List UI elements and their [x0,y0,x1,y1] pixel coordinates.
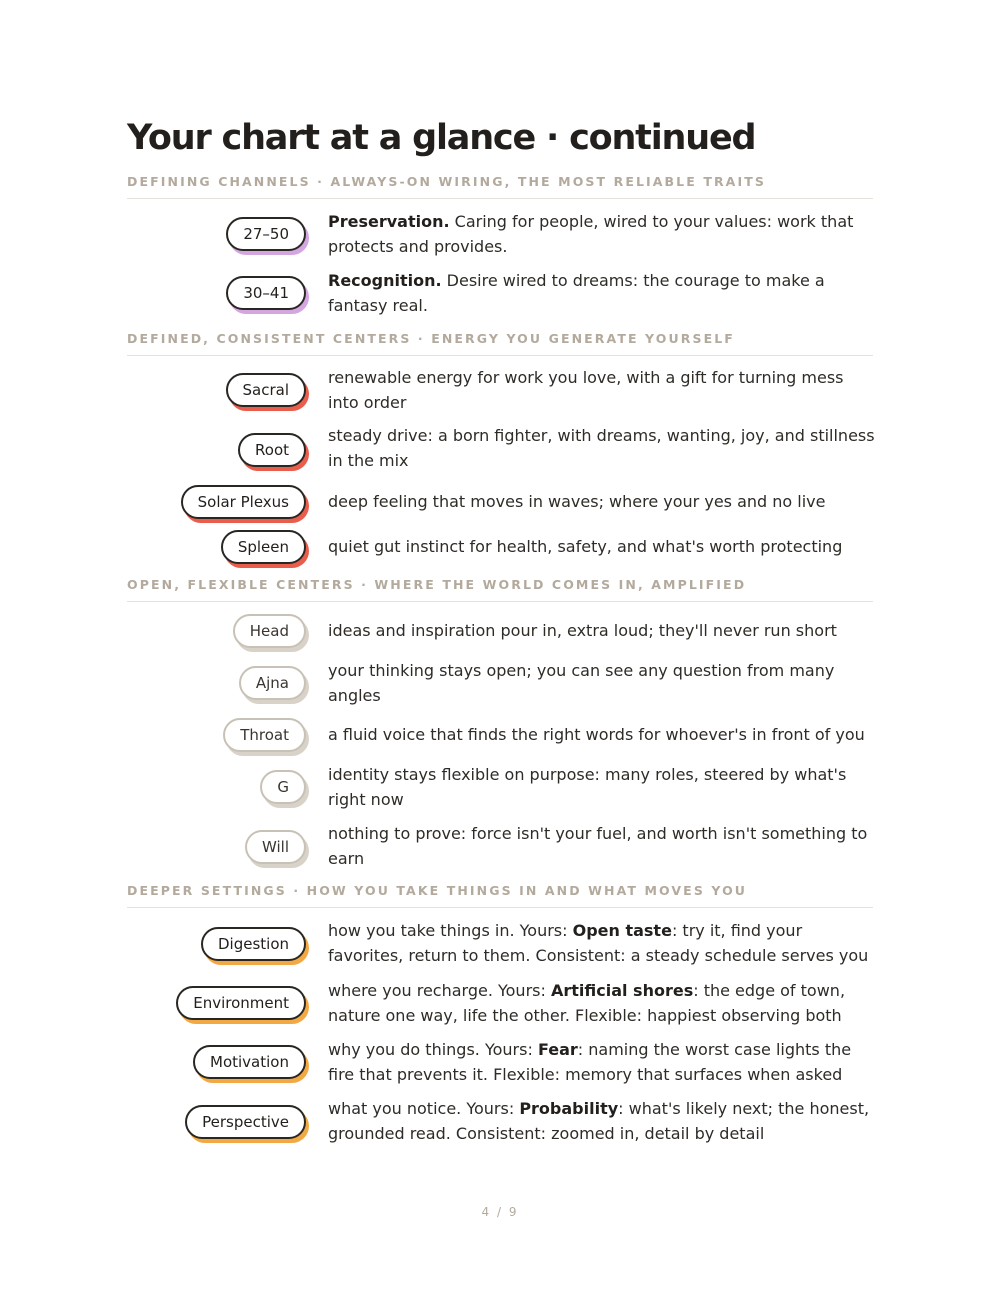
setting-text: : the edge of town, nature one way, life the other. Flexible: happiest observing both [328,981,846,1025]
center-description: deep feeling that moves in waves; where your yes and no live [328,492,826,511]
page-title: Your chart at a glance · continued [127,118,756,158]
center-description: your thinking stays open; you can see any question from many angles [328,661,835,705]
setting-pill: Perspective [185,1105,306,1139]
section-header-open-centers: OPEN, FLEXIBLE CENTERS · WHERE THE WORLD COMES IN, AMPLIFIED [127,577,873,602]
center-pill: Will [245,830,306,864]
setting-intro: how you take things in. Yours: [328,921,573,940]
center-description: quiet gut instinct for health, safety, and what's worth protecting [328,537,843,556]
setting-text: : what's likely next; the honest, grounded read. Consistent: zoomed in, detail by detail [328,1099,870,1143]
setting-intro: where you recharge. Yours: [328,981,551,1000]
channel-description [328,269,876,318]
center-pill: Head [233,614,306,648]
center-description: identity stays flexible on purpose: many roles, steered by what's right now [328,765,847,809]
center-description: a fluid voice that finds the right words for whoever's in front of you [328,725,865,744]
channel-name: Preservation. [328,212,450,231]
channel-pill: 30–41 [226,276,306,310]
center-pill: Sacral [226,373,307,407]
center-pill: Solar Plexus [181,485,306,519]
setting-text: : try it, find your favorites, return to them. Consistent: a steady schedule serves you [328,921,869,965]
setting-pill: Motivation [193,1045,306,1079]
setting-value: Open taste [572,921,672,940]
center-description: steady drive: a born fighter, with dreams, wanting, joy, and stillness in the mix [328,426,875,470]
setting-description [328,919,876,968]
setting-value: Fear [537,1040,578,1059]
setting-intro: what you notice. Yours: [328,1099,520,1118]
center-pill: Spleen [221,530,306,564]
setting-value: Probability [519,1099,619,1118]
center-pill: G [260,770,306,804]
setting-text: : naming the worst case lights the fire that prevents it. Flexible: memory that surfaces when asked [328,1040,852,1084]
setting-intro: why you do things. Yours: [328,1040,538,1059]
setting-pill: Digestion [201,927,306,961]
setting-description [328,979,876,1028]
center-description: ideas and inspiration pour in, extra loud; they'll never run short [328,621,837,640]
center-pill: Ajna [239,666,306,700]
section-header-channels: DEFINING CHANNELS · ALWAYS-ON WIRING, THE MOST RELIABLE TRAITS [127,174,873,199]
setting-pill: Environment [176,986,306,1020]
section-header-deeper-settings: DEEPER SETTINGS · HOW YOU TAKE THINGS IN AND WHAT MOVES YOU [127,883,873,908]
center-description: renewable energy for work you love, with a gift for turning mess into order [328,368,844,412]
channel-text: Desire wired to dreams: the courage to make a fantasy real. [328,271,825,315]
channel-name: Recognition. [328,271,442,290]
center-pill: Root [238,433,306,467]
channel-description [328,210,876,259]
center-description: nothing to prove: force isn't your fuel, and worth isn't something to earn [328,824,868,868]
section-header-defined-centers: DEFINED, CONSISTENT CENTERS · ENERGY YOU GENERATE YOURSELF [127,331,873,356]
setting-description [328,1038,876,1087]
page-number: 4 / 9 [481,1205,519,1219]
channel-text: Caring for people, wired to your values: work that protects and provides. [328,212,854,256]
center-pill: Throat [223,718,306,752]
setting-value: Artificial shores [550,981,694,1000]
setting-description [328,1097,876,1146]
channel-pill: 27–50 [226,217,306,251]
